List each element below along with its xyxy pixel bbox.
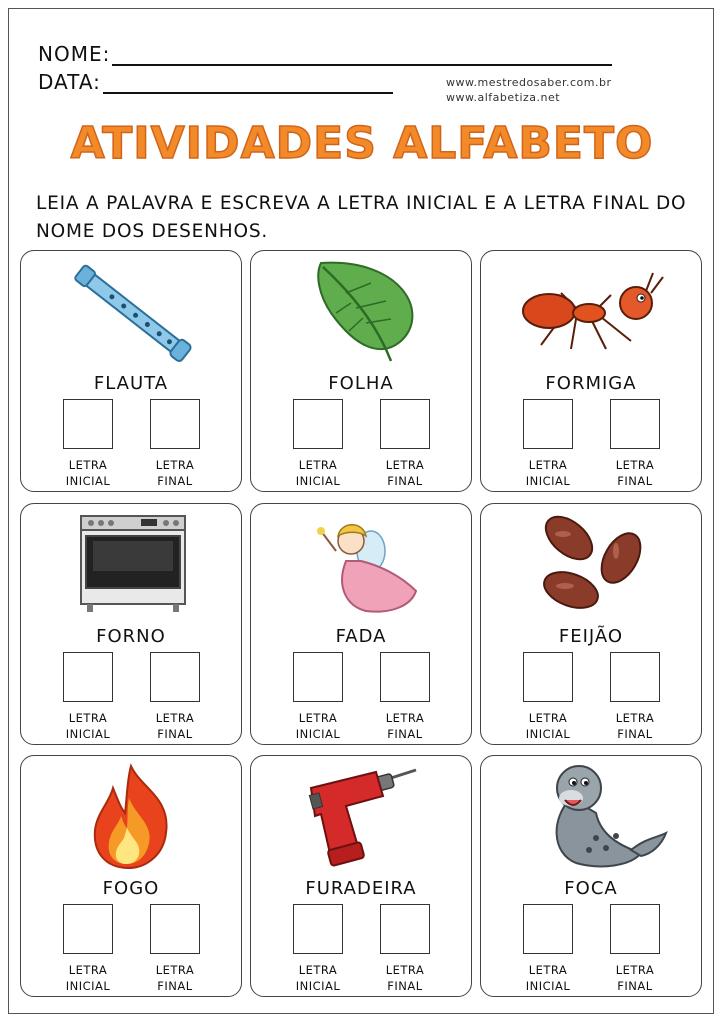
- final-letter-box[interactable]: [150, 652, 200, 702]
- final-label: LETRA FINAL: [385, 963, 425, 993]
- websites: [446, 75, 612, 105]
- final-letter-box[interactable]: [610, 652, 660, 702]
- final-letter-box[interactable]: [380, 399, 430, 449]
- card-word: FORMIGA: [545, 373, 637, 394]
- card-word: FORNO: [96, 626, 166, 647]
- final-label: LETRA FINAL: [615, 711, 655, 741]
- card-word: FOCA: [564, 878, 618, 899]
- final-letter-box[interactable]: [380, 652, 430, 702]
- card-feijao: [480, 503, 702, 745]
- date-line: [38, 70, 393, 94]
- card-folha: [250, 250, 472, 492]
- leaf-icon: [251, 253, 473, 371]
- initial-label: LETRA INICIAL: [295, 963, 341, 993]
- card-word: FOLHA: [328, 373, 394, 394]
- card-forno: [20, 503, 242, 745]
- initial-letter-box[interactable]: [293, 399, 343, 449]
- final-label: LETRA FINAL: [615, 963, 655, 993]
- card-word: FOGO: [102, 878, 160, 899]
- initial-letter-box[interactable]: [63, 652, 113, 702]
- initial-letter-box[interactable]: [523, 399, 573, 449]
- initial-label: LETRA INICIAL: [295, 458, 341, 488]
- initial-label: LETRA INICIAL: [65, 458, 111, 488]
- initial-label: LETRA INICIAL: [295, 711, 341, 741]
- initial-label: LETRA INICIAL: [525, 458, 571, 488]
- final-label: LETRA FINAL: [155, 458, 195, 488]
- card-flauta: [20, 250, 242, 492]
- final-letter-box[interactable]: [380, 904, 430, 954]
- website-1: www.mestredosaber.com.br: [446, 76, 612, 89]
- seal-icon: [481, 758, 703, 876]
- initial-letter-box[interactable]: [293, 652, 343, 702]
- beans-icon: [481, 506, 703, 624]
- card-furadeira: [250, 755, 472, 997]
- date-label: DATA:: [38, 70, 101, 94]
- page-title: ATIVIDADES ALFABETO: [70, 118, 654, 169]
- name-line: [38, 42, 612, 66]
- fire-icon: [21, 758, 243, 876]
- website-2: www.alfabetiza.net: [446, 91, 561, 104]
- card-word: FEIJÃO: [558, 626, 624, 647]
- name-label: NOME:: [38, 42, 111, 66]
- initial-letter-box[interactable]: [293, 904, 343, 954]
- initial-label: LETRA INICIAL: [525, 711, 571, 741]
- final-letter-box[interactable]: [610, 904, 660, 954]
- flute-icon: [21, 253, 243, 371]
- name-field[interactable]: [112, 46, 612, 66]
- oven-icon: [21, 506, 243, 624]
- final-letter-box[interactable]: [610, 399, 660, 449]
- final-label: LETRA FINAL: [155, 711, 195, 741]
- final-label: LETRA FINAL: [155, 963, 195, 993]
- initial-letter-box[interactable]: [523, 904, 573, 954]
- final-letter-box[interactable]: [150, 399, 200, 449]
- final-label: LETRA FINAL: [615, 458, 655, 488]
- initial-label: LETRA INICIAL: [65, 711, 111, 741]
- card-word: FURADEIRA: [305, 878, 417, 899]
- fairy-icon: [251, 506, 473, 624]
- initial-letter-box[interactable]: [63, 399, 113, 449]
- initial-letter-box[interactable]: [523, 652, 573, 702]
- card-fada: [250, 503, 472, 745]
- initial-label: LETRA INICIAL: [525, 963, 571, 993]
- drill-icon: [251, 758, 473, 876]
- final-letter-box[interactable]: [150, 904, 200, 954]
- card-foca: [480, 755, 702, 997]
- date-field[interactable]: [103, 74, 393, 94]
- card-word: FADA: [335, 626, 387, 647]
- card-word: FLAUTA: [93, 373, 169, 394]
- card-formiga: [480, 250, 702, 492]
- initial-label: LETRA INICIAL: [65, 963, 111, 993]
- instructions: LEIA A PALAVRA E ESCREVA A LETRA INICIAL E A LETRA FINAL DO NOME DOS DESENHOS.: [36, 193, 687, 242]
- initial-letter-box[interactable]: [63, 904, 113, 954]
- card-fogo: [20, 755, 242, 997]
- ant-icon: [481, 253, 703, 371]
- final-label: LETRA FINAL: [385, 711, 425, 741]
- final-label: LETRA FINAL: [385, 458, 425, 488]
